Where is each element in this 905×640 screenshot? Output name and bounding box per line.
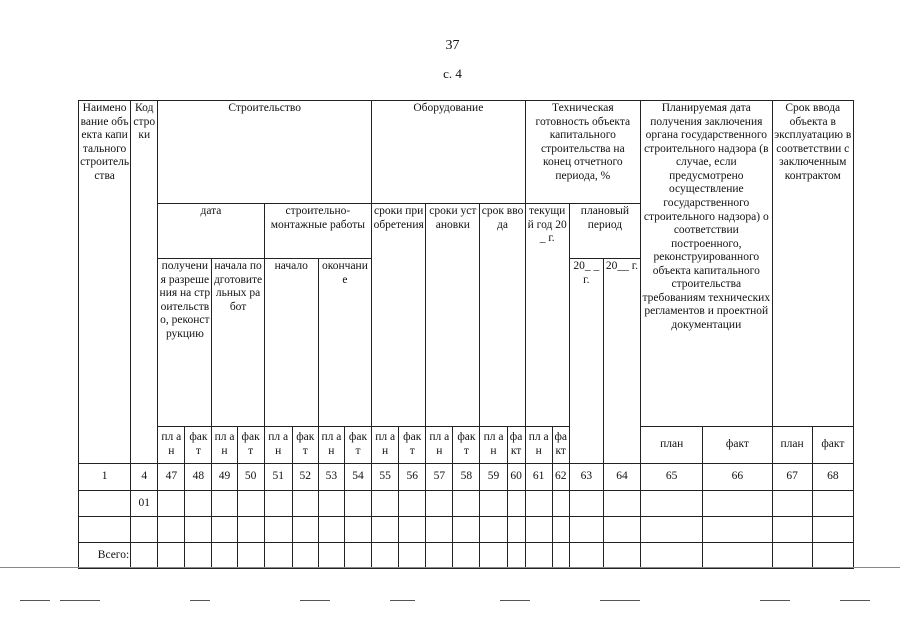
- empty-cell: [772, 491, 812, 517]
- plan-cell: пл ан: [318, 427, 344, 464]
- group-header-commissioning: Срок ввода объекта в эксплуатацию в соответствии с заключенным контрактом: [772, 101, 853, 427]
- empty-cell: [569, 543, 603, 569]
- empty-cell: [212, 491, 237, 517]
- column-number: 54: [344, 464, 371, 491]
- plan-cell: пл ан: [264, 427, 292, 464]
- empty-cell: [237, 517, 264, 543]
- plan-cell: пл ан: [426, 427, 453, 464]
- fact-cell: фак т: [453, 427, 480, 464]
- empty-cell: [318, 543, 344, 569]
- sheet-label: с. 4: [443, 66, 462, 81]
- empty-cell: [292, 517, 318, 543]
- empty-cell: [399, 517, 426, 543]
- column-number-row: [79, 464, 854, 491]
- empty-cell: [372, 543, 399, 569]
- group-header-conclusion: Планируемая дата получения заключения органа государственного строительного надзора (в случае, если предусмотрено осуществление государственного строительного надзора) о соответствии построенного, реконструированного объекта капитального строительства требованиям технических регламентов и проектной документации: [641, 101, 772, 427]
- empty-cell: [603, 517, 640, 543]
- empty-cell: [237, 491, 264, 517]
- total-label: Всего:: [79, 543, 131, 569]
- empty-cell: [507, 491, 525, 517]
- subheader-works: строительно-монтажные работы: [264, 204, 371, 259]
- column-number: 68: [812, 464, 853, 491]
- page-number: 37: [445, 38, 460, 53]
- plan-cell: пл ан: [372, 427, 399, 464]
- fact-cell: фа кт: [552, 427, 569, 464]
- subheader-year-a: 20_ _ г.: [569, 259, 603, 464]
- scan-artifact-line: [300, 600, 330, 601]
- empty-cell: [552, 543, 569, 569]
- subheader-current-year: текущий год 20 _ г.: [525, 204, 569, 427]
- column-number: 56: [399, 464, 426, 491]
- empty-cell: [185, 517, 212, 543]
- empty-cell: [212, 517, 237, 543]
- data-row: [79, 517, 854, 543]
- empty-cell: [264, 517, 292, 543]
- empty-cell: [344, 491, 371, 517]
- scan-artifact-line: [840, 600, 870, 601]
- subheader-install: сроки установки: [426, 204, 480, 427]
- empty-cell: [318, 517, 344, 543]
- empty-cell: [641, 543, 703, 569]
- plan-cell: пл ан: [212, 427, 237, 464]
- plan-cell: пл ан: [525, 427, 552, 464]
- empty-cell: [641, 491, 703, 517]
- empty-cell: [552, 517, 569, 543]
- empty-cell: [812, 491, 853, 517]
- col-header-code: Код строки: [131, 101, 158, 464]
- empty-cell: [158, 517, 185, 543]
- plan-cell: пл ан: [158, 427, 185, 464]
- empty-cell: [344, 543, 371, 569]
- empty-cell: [292, 491, 318, 517]
- column-number: 64: [603, 464, 640, 491]
- empty-cell: [507, 517, 525, 543]
- group-header-construction: Строительство: [158, 101, 372, 204]
- column-number: 52: [292, 464, 318, 491]
- column-number: 48: [185, 464, 212, 491]
- empty-cell: [237, 543, 264, 569]
- scan-artifact-line: [390, 600, 415, 601]
- column-number: 58: [453, 464, 480, 491]
- empty-cell: [212, 543, 237, 569]
- empty-cell: [603, 543, 640, 569]
- empty-cell: [399, 543, 426, 569]
- subheader-permit: получения разрешения на строительство, реконструкцию: [158, 259, 212, 427]
- empty-cell: [264, 491, 292, 517]
- empty-cell: [185, 491, 212, 517]
- empty-cell: [131, 517, 158, 543]
- empty-cell: [372, 517, 399, 543]
- empty-cell: [525, 491, 552, 517]
- column-number: 61: [525, 464, 552, 491]
- scan-artifact-line: [60, 600, 100, 601]
- empty-cell: [292, 543, 318, 569]
- subheader-input: срок ввода: [480, 204, 525, 427]
- subheader-start: начало: [264, 259, 318, 427]
- empty-cell: [318, 491, 344, 517]
- scan-artifact-line: [760, 600, 790, 601]
- empty-cell: [812, 543, 853, 569]
- data-row: [79, 491, 854, 517]
- column-number: 49: [212, 464, 237, 491]
- group-header-equipment: Оборудование: [372, 101, 526, 204]
- column-number: 63: [569, 464, 603, 491]
- empty-cell: [399, 491, 426, 517]
- scan-artifact-line: [500, 600, 530, 601]
- column-number: 62: [552, 464, 569, 491]
- fact-cell: фак т: [292, 427, 318, 464]
- column-number: 59: [480, 464, 507, 491]
- empty-cell: [453, 491, 480, 517]
- subheader-date: дата: [158, 204, 264, 259]
- empty-cell: [426, 491, 453, 517]
- subheader-purchase: сроки приобретения: [372, 204, 426, 427]
- scan-artifact-line: [600, 600, 640, 601]
- empty-cell: [525, 517, 552, 543]
- empty-cell: [264, 543, 292, 569]
- column-number: 60: [507, 464, 525, 491]
- fact-cell: фак т: [185, 427, 212, 464]
- empty-cell: [772, 543, 812, 569]
- scan-artifact-line: [190, 600, 210, 601]
- plan-cell: план: [641, 427, 703, 464]
- empty-cell: [185, 543, 212, 569]
- empty-cell: [480, 517, 507, 543]
- empty-cell: [131, 543, 158, 569]
- scan-artifact-line: [20, 600, 50, 601]
- empty-cell: [344, 517, 371, 543]
- empty-cell: [426, 517, 453, 543]
- empty-cell: [603, 491, 640, 517]
- column-number: 51: [264, 464, 292, 491]
- col-header-name: Наименование объекта капитального строительства: [79, 101, 131, 464]
- empty-cell: [158, 543, 185, 569]
- empty-cell: [703, 517, 772, 543]
- fact-cell: факт: [812, 427, 853, 464]
- empty-cell: [79, 491, 131, 517]
- empty-cell: [426, 543, 453, 569]
- column-number: 47: [158, 464, 185, 491]
- empty-cell: [372, 491, 399, 517]
- fact-cell: фак т: [399, 427, 426, 464]
- column-number: 4: [131, 464, 158, 491]
- column-number: 66: [703, 464, 772, 491]
- column-number: 57: [426, 464, 453, 491]
- column-number: 67: [772, 464, 812, 491]
- total-row: [79, 543, 854, 569]
- empty-cell: [453, 517, 480, 543]
- empty-cell: [453, 543, 480, 569]
- empty-cell: [480, 543, 507, 569]
- group-header-readiness: Техническая готовность объекта капитального строительства на конец отчетного периода, %: [525, 101, 640, 204]
- empty-cell: [569, 491, 603, 517]
- subheader-end: окончание: [318, 259, 371, 427]
- empty-cell: [703, 543, 772, 569]
- scan-artifact-line: [0, 567, 900, 568]
- empty-cell: [772, 517, 812, 543]
- empty-cell: [552, 491, 569, 517]
- column-number: 1: [79, 464, 131, 491]
- empty-cell: [812, 517, 853, 543]
- fact-cell: фак т: [237, 427, 264, 464]
- plan-cell: пл ан: [480, 427, 507, 464]
- empty-cell: [507, 543, 525, 569]
- fact-cell: фак т: [344, 427, 371, 464]
- fact-cell: факт: [703, 427, 772, 464]
- empty-cell: [569, 517, 603, 543]
- subheader-year-b: 20__ г.: [603, 259, 640, 464]
- empty-cell: [79, 517, 131, 543]
- column-number: 53: [318, 464, 344, 491]
- column-number: 65: [641, 464, 703, 491]
- column-number: 50: [237, 464, 264, 491]
- report-form-table: [78, 100, 854, 569]
- subheader-prep: начала подготовительных работ: [212, 259, 264, 427]
- subheader-plan-period: плановый период: [569, 204, 640, 259]
- empty-cell: [641, 517, 703, 543]
- row-code: 01: [131, 491, 158, 517]
- empty-cell: [703, 491, 772, 517]
- empty-cell: [158, 491, 185, 517]
- empty-cell: [525, 543, 552, 569]
- plan-cell: план: [772, 427, 812, 464]
- fact-cell: фа кт: [507, 427, 525, 464]
- column-number: 55: [372, 464, 399, 491]
- empty-cell: [480, 491, 507, 517]
